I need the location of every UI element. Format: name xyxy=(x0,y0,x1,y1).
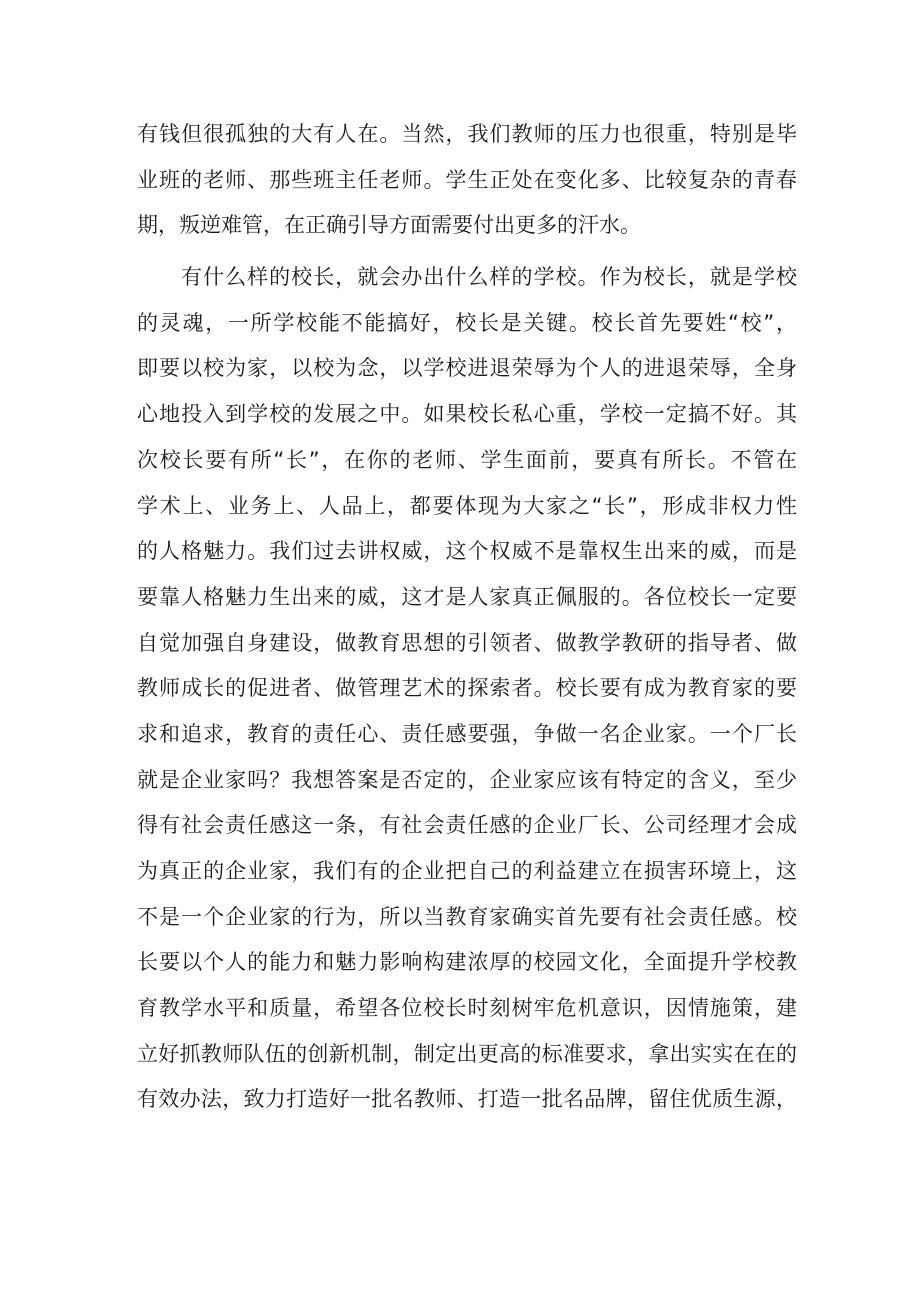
text-line: 的灵魂，一所学校能不能搞好，校长是关键。校长首先要姓“校”， xyxy=(137,310,797,335)
text-line: 次校长要有所“长”，在你的老师、学生面前，要真有所长。不管在 xyxy=(137,447,797,472)
body-text xyxy=(137,112,797,1123)
paragraph-1 xyxy=(137,112,797,249)
text-line: 自觉加强自身建设，做教育思想的引领者、做教学教研的指导者、做 xyxy=(137,630,797,655)
text-line: 的人格魅力。我们过去讲权威，这个权威不是靠权生出来的威，而是 xyxy=(137,539,797,564)
text-line: 长要以个人的能力和魅力影响构建浓厚的校园文化，全面提升学校教 xyxy=(137,950,797,975)
text-line: 得有社会责任感这一条，有社会责任感的企业厂长、公司经理才会成 xyxy=(137,813,797,838)
text-line: 即要以校为家，以校为念，以学校进退荣辱为个人的进退荣辱，全身 xyxy=(137,356,797,381)
text-line: 为真正的企业家，我们有的企业把自己的利益建立在损害环境上，这 xyxy=(137,859,797,883)
text-line: 心地投入到学校的发展之中。如果校长私心重，学校一定搞不好。其 xyxy=(137,402,797,427)
text-line: 求和追求，教育的责任心、责任感要强，争做一名企业家。一个厂长 xyxy=(137,721,797,746)
text-line: 教师成长的促进者、做管理艺术的探索者。校长要有成为教育家的要 xyxy=(137,676,797,701)
text-line: 有钱但很孤独的大有人在。当然，我们教师的压力也很重，特别是毕 xyxy=(137,122,797,146)
text-line: 有效办法，致力打造好一批名教师、打造一批名品牌，留住优质生源， xyxy=(137,1087,797,1112)
text-line: 不是一个企业家的行为，所以当教育家确实首先要有社会责任感。校 xyxy=(137,904,797,929)
text-line: 业班的老师、那些班主任老师。学生正处在变化多、比较复杂的青春 xyxy=(137,167,797,192)
text-line: 期，叛逆难管，在正确引导方面需要付出更多的汗水。 xyxy=(137,213,641,238)
text-line: 就是企业家吗？我想答案是否定的，企业家应该有特定的含义，至少 xyxy=(137,767,797,792)
text-line: 要靠人格魅力生出来的威，这才是人家真正佩服的。各位校长一定要 xyxy=(137,584,797,609)
text-line: 有什么样的校长，就会办出什么样的学校。作为校长，就是学校 xyxy=(181,265,797,290)
paragraph-2 xyxy=(137,255,797,1123)
text-line: 学术上、业务上、人品上，都要体现为大家之“长”，形成非权力性 xyxy=(137,493,797,518)
text-line: 立好抓教师队伍的创新机制，制定出更高的标准要求，拿出实实在在的 xyxy=(137,1041,797,1066)
text-line: 育教学水平和质量，希望各位校长时刻树牢危机意识，因情施策，建 xyxy=(137,996,797,1021)
